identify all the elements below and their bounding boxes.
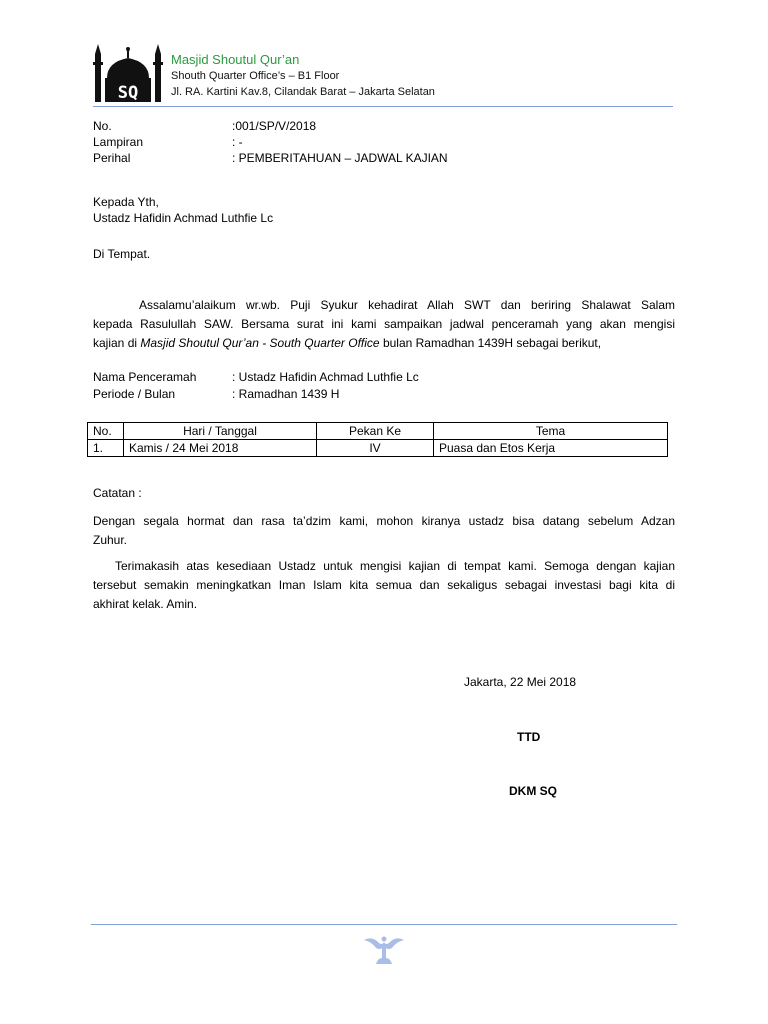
opening-line-3-post: bulan Ramadhan 1439H sebagai berikut, [379, 336, 602, 350]
cell-week: IV [317, 440, 434, 457]
col-header-theme: Tema [434, 423, 668, 440]
note-line-1: Dengan segala hormat dan rasa ta’dzim kami, mohon kiranya ustadz bisa datang sebelum Adzan [93, 514, 675, 528]
signer-name: DKM SQ [509, 784, 557, 798]
recipient-place: Di Tempat. [93, 247, 151, 261]
no-label: No. [93, 119, 112, 133]
closing-line-2: tersebut semakin meningkatkan Iman Islam kita semua dan sekaligus sebagai investasi bagi kita di [93, 578, 675, 592]
lampiran-label: Lampiran [93, 135, 144, 149]
notes-paragraph [93, 512, 675, 550]
col-header-date: Hari / Tanggal [124, 423, 317, 440]
office-line: Shouth Quarter Office’s – B1 Floor [171, 70, 340, 82]
closing-line-3: akhirat kelak. Amin. [93, 597, 198, 611]
header-divider [93, 106, 673, 107]
schedule-table [87, 422, 668, 457]
org-name: Masjid Shoutul Qur’an [171, 52, 300, 67]
opening-paragraph [93, 296, 675, 353]
schedule-header-row [88, 423, 668, 440]
cell-date: Kamis / 24 Mei 2018 [124, 440, 317, 457]
closing-line-1: Terimakasih atas kesediaan Ustadz untuk mengisi kajian di tempat kami. Semoga dengan kajian [115, 559, 675, 573]
footer-ornament-icon [362, 934, 406, 966]
period-label: Periode / Bulan [93, 387, 176, 401]
opening-line-3 [93, 334, 675, 353]
address-line: Jl. RA. Kartini Kav.8, Cilandak Barat – Jakarta Selatan [171, 86, 435, 98]
notes-label: Catatan : [93, 486, 142, 500]
perihal-label: Perihal [93, 151, 131, 165]
greeting: Kepada Yth, [93, 195, 159, 209]
note-line-2: Zuhur. [93, 533, 128, 547]
svg-text:SQ: SQ [117, 83, 139, 103]
period-value: : Ramadhan 1439 H [232, 387, 340, 401]
col-header-no: No. [88, 423, 124, 440]
mosque-name-italic: Masjid Shoutul Qur’an - South Quarter Office [140, 336, 380, 350]
cell-theme: Puasa dan Etos Kerja [434, 440, 668, 457]
opening-line-3-pre: kajian di [93, 336, 141, 350]
mosque-logo-icon [93, 42, 163, 104]
speaker-value: : Ustadz Hafidin Achmad Luthfie Lc [232, 370, 419, 384]
lampiran-value: : - [232, 135, 243, 149]
closing-paragraph [93, 557, 675, 614]
perihal-value: : PEMBERITAHUAN – JADWAL KAJIAN [232, 151, 448, 165]
opening-line-2: kepada Rasulullah SAW. Bersama surat ini kami sampaikan jadwal penceramah yang akan mengisi [93, 317, 675, 331]
col-header-week: Pekan Ke [317, 423, 434, 440]
place-date: Jakarta, 22 Mei 2018 [464, 675, 577, 689]
speaker-label: Nama Penceramah [93, 370, 197, 384]
cell-no: 1. [88, 440, 124, 457]
table-row [88, 440, 668, 457]
footer-divider [91, 924, 677, 925]
no-value: :001/SP/V/2018 [232, 119, 317, 133]
opening-line-1: Assalamu’alaikum wr.wb. Puji Syukur kehadirat Allah SWT dan beriring Shalawat Salam [139, 298, 675, 312]
recipient-name: Ustadz Hafidin Achmad Luthfie Lc [93, 211, 274, 225]
ttd-label: TTD [517, 730, 541, 744]
